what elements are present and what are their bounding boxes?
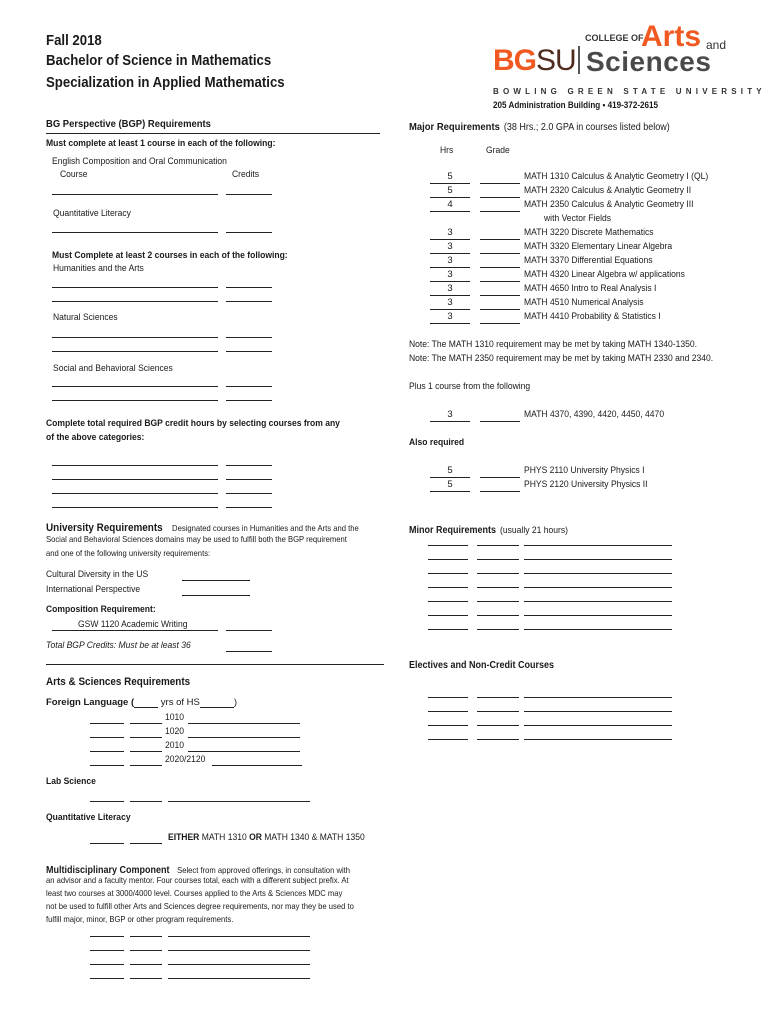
natural-course-2[interactable]	[52, 351, 218, 352]
fl-2020-b[interactable]	[130, 765, 162, 766]
social-credits-1[interactable]	[226, 386, 272, 387]
arts-sciences-heading: Arts & Sciences Requirements	[46, 676, 191, 688]
major-course-name: MATH 2350 Calculus & Analytic Geometry III	[524, 199, 694, 210]
mdc-3-c[interactable]	[168, 964, 310, 965]
fl-level-1010: 1010	[165, 712, 185, 723]
minor-row-field[interactable]	[428, 573, 468, 574]
humanities-credits-1[interactable]	[226, 287, 272, 288]
major-course-hrs: 3	[430, 283, 470, 296]
quant-literacy-label: Quantitative Literacy	[53, 208, 131, 219]
complete-total-line2: of the above categories:	[46, 432, 145, 443]
composition-heading: Composition Requirement:	[46, 604, 156, 615]
logo-college-of: COLLEGE OF	[585, 33, 644, 43]
mdc-4-b[interactable]	[130, 978, 162, 979]
lab-field-b[interactable]	[130, 801, 162, 802]
extra-course-1[interactable]	[52, 465, 218, 466]
humanities-label: Humanities and the Arts	[53, 263, 144, 274]
social-course-2[interactable]	[52, 400, 218, 401]
major-course-hrs: 5	[430, 171, 470, 184]
mdc-2-a[interactable]	[90, 950, 124, 951]
address-phone: 205 Administration Building • 419-372-2615	[493, 100, 659, 110]
major-course-name: MATH 4510 Numerical Analysis	[524, 297, 644, 308]
gsw-course-line[interactable]	[52, 630, 218, 631]
must-two-text: Must Complete at least 2 courses in each of the following:	[52, 250, 288, 261]
elective-row-field[interactable]	[428, 711, 468, 712]
elective-row-field[interactable]	[524, 711, 672, 712]
elective-row-field[interactable]	[428, 739, 468, 740]
major-course-grade-field[interactable]	[480, 239, 520, 240]
ql-math1340: MATH 1340 & MATH 1350	[264, 832, 365, 843]
mdc-4-c[interactable]	[168, 978, 310, 979]
international-label: International Perspective	[46, 584, 141, 595]
gsw-credits-field[interactable]	[226, 630, 272, 631]
natural-course-1[interactable]	[52, 337, 218, 338]
elective-row-field[interactable]	[477, 697, 519, 698]
fl-2010-c[interactable]	[188, 751, 300, 752]
major-course-grade-field[interactable]	[480, 211, 520, 212]
major-course-name: MATH 3220 Discrete Mathematics	[524, 227, 654, 238]
social-course-1[interactable]	[52, 386, 218, 387]
total-bgp-credits-field[interactable]	[226, 651, 272, 652]
total-bgp-credits: Total BGP Credits: Must be at least 36	[46, 640, 191, 651]
elective-row-field[interactable]	[524, 697, 672, 698]
note-math1310: Note: The MATH 1310 requirement may be met by taking MATH 1340-1350.	[409, 339, 697, 350]
elective-row-field[interactable]	[477, 711, 519, 712]
minor-row-field[interactable]	[428, 587, 468, 588]
natural-credits-1[interactable]	[226, 337, 272, 338]
elective-row-field[interactable]	[428, 697, 468, 698]
phys1-course: PHYS 2110 University Physics I	[524, 465, 645, 476]
major-course-name: MATH 4320 Linear Algebra w/ applications	[524, 269, 685, 280]
ql-either: EITHER	[168, 832, 200, 843]
minor-row-field[interactable]	[524, 615, 672, 616]
english-course-field[interactable]	[52, 194, 218, 195]
course-col-header: Course	[60, 169, 88, 180]
extra-credits-3[interactable]	[226, 493, 272, 494]
mdc-4-a[interactable]	[90, 978, 124, 979]
mdc-desc4: not be used to fulfill other Arts and Sciences degree requirements, nor may they be used to	[46, 901, 354, 911]
major-course-name: with Vector Fields	[544, 213, 612, 224]
university-req-desc2: Social and Behavioral Sciences domains may be used to fulfill both the BGP requirement	[46, 534, 347, 544]
fl-1020-c[interactable]	[188, 737, 300, 738]
foreign-language-label: Foreign Language (	[46, 697, 135, 708]
plus-grade-field[interactable]	[480, 421, 520, 422]
major-course-name: MATH 3320 Elementary Linear Algebra	[524, 241, 673, 252]
ql-field-a[interactable]	[90, 843, 124, 844]
also-required-heading: Also required	[409, 437, 465, 448]
humanities-course-1[interactable]	[52, 287, 218, 288]
minor-row-field[interactable]	[428, 559, 468, 560]
fl-1020-b[interactable]	[130, 737, 162, 738]
extra-course-2[interactable]	[52, 479, 218, 480]
credits-col-header: Credits	[232, 169, 260, 180]
minor-row-field[interactable]	[477, 615, 519, 616]
logo-sciences: Sciences	[586, 46, 712, 77]
logo-bg-text: BG	[493, 44, 536, 77]
elective-row-field[interactable]	[524, 739, 672, 740]
major-course-hrs: 4	[430, 199, 470, 212]
international-field[interactable]	[182, 595, 250, 596]
extra-credits-4[interactable]	[226, 507, 272, 508]
fl-level-2020: 2020/2120	[165, 754, 206, 765]
major-course-grade-field[interactable]	[480, 183, 520, 184]
elective-row-field[interactable]	[428, 725, 468, 726]
minor-row-field[interactable]	[524, 587, 672, 588]
major-course-hrs: 3	[430, 297, 470, 310]
logo-su-text: SU	[536, 44, 576, 77]
fl-level-1020: 1020	[165, 726, 185, 737]
mdc-1-c[interactable]	[168, 936, 310, 937]
plus-one-course: Plus 1 course from the following	[409, 381, 531, 392]
major-course-grade-field[interactable]	[480, 295, 520, 296]
gsw-course: GSW 1120 Academic Writing	[78, 619, 188, 630]
minor-row-field[interactable]	[477, 587, 519, 588]
natural-credits-2[interactable]	[226, 351, 272, 352]
bgp-heading-rule	[46, 133, 380, 134]
fl-level-2010: 2010	[165, 740, 185, 751]
minor-row-field[interactable]	[428, 629, 468, 630]
mdc-3-b[interactable]	[130, 964, 162, 965]
minor-row-field[interactable]	[524, 573, 672, 574]
minor-heading: Minor Requirements	[409, 525, 497, 536]
section-divider	[46, 664, 384, 665]
minor-row-field[interactable]	[428, 545, 468, 546]
mdc-1-a[interactable]	[90, 936, 124, 937]
minor-row-field[interactable]	[477, 573, 519, 574]
quant-literacy-heading: Quantitative Literacy	[46, 812, 131, 823]
university-req-heading: University Requirements	[46, 522, 163, 534]
logo-and: and	[706, 38, 727, 52]
fl-1010-b[interactable]	[130, 723, 162, 724]
hrs-col-header: Hrs	[440, 145, 454, 156]
minor-row-field[interactable]	[477, 559, 519, 560]
mdc-desc2: an advisor and a faculty mentor. Four courses total, each with a different subject prefix. At	[46, 875, 349, 885]
minor-row-field[interactable]	[524, 559, 672, 560]
must-one-text: Must complete at least 1 course in each of the following:	[46, 138, 276, 149]
lab-science-heading: Lab Science	[46, 776, 96, 787]
phys2-course: PHYS 2120 University Physics II	[524, 479, 648, 490]
minor-row-field[interactable]	[477, 601, 519, 602]
minor-row-field[interactable]	[524, 601, 672, 602]
ql-field-b[interactable]	[130, 843, 162, 844]
extra-credits-1[interactable]	[226, 465, 272, 466]
phys1-hrs: 5	[430, 465, 470, 478]
major-course-hrs: 3	[430, 241, 470, 254]
cultural-diversity-label: Cultural Diversity in the US	[46, 569, 149, 580]
mdc-2-b[interactable]	[130, 950, 162, 951]
social-credits-2[interactable]	[226, 400, 272, 401]
lab-field-c[interactable]	[168, 801, 310, 802]
cultural-diversity-field[interactable]	[182, 580, 250, 581]
bgsu-logo	[493, 44, 576, 78]
natural-sciences-label: Natural Sciences	[53, 312, 118, 323]
foreign-yrs-text: yrs of HS	[160, 697, 200, 708]
mdc-heading: Multidisciplinary Component	[46, 865, 170, 876]
ql-math1310: MATH 1310	[201, 832, 247, 843]
major-course-hrs: 3	[430, 255, 470, 268]
minor-row-field[interactable]	[428, 615, 468, 616]
foreign-language-row	[46, 697, 237, 708]
mdc-1-b[interactable]	[130, 936, 162, 937]
major-course-name: MATH 4650 Intro to Real Analysis I	[524, 283, 657, 294]
bgp-heading: BG Perspective (BGP) Requirements	[46, 118, 211, 130]
minor-row-field[interactable]	[524, 545, 672, 546]
note-math2350: Note: The MATH 2350 requirement may be met by taking MATH 2330 and 2340.	[409, 353, 714, 364]
humanities-credits-2[interactable]	[226, 301, 272, 302]
phys2-hrs: 5	[430, 479, 470, 492]
grade-col-header: Grade	[486, 145, 510, 156]
minor-row-field[interactable]	[477, 629, 519, 630]
fl-1010-a[interactable]	[90, 723, 124, 724]
minor-row-field[interactable]	[477, 545, 519, 546]
mdc-desc5: fulfill major, minor, BGP or other program requirements.	[46, 914, 234, 924]
extra-credits-2[interactable]	[226, 479, 272, 480]
minor-row-field[interactable]	[428, 601, 468, 602]
major-course-grade-field[interactable]	[480, 281, 520, 282]
minor-row-field[interactable]	[524, 629, 672, 630]
humanities-course-2[interactable]	[52, 301, 218, 302]
mdc-desc1: Select from approved offerings, in consultation with	[177, 865, 351, 875]
mdc-3-a[interactable]	[90, 964, 124, 965]
doc-title-term: Fall 2018	[46, 32, 102, 49]
mdc-desc3: least two courses at 3000/4000 level. Courses applied to the Arts & Sciences MDC may	[46, 888, 343, 898]
major-heading-note: (38 Hrs.; 2.0 GPA in courses listed below)	[503, 122, 670, 133]
major-course-grade-field[interactable]	[480, 323, 520, 324]
foreign-close-paren: )	[233, 697, 238, 708]
phys1-grade-field[interactable]	[480, 477, 520, 478]
foreign-hs-field[interactable]	[200, 697, 234, 708]
major-course-grade-field[interactable]	[480, 197, 520, 198]
lab-field-a[interactable]	[90, 801, 124, 802]
social-sciences-label: Social and Behavioral Sciences	[53, 363, 173, 374]
elective-row-field[interactable]	[477, 739, 519, 740]
fl-2010-a[interactable]	[90, 751, 124, 752]
mdc-2-c[interactable]	[168, 950, 310, 951]
plus-hrs: 3	[430, 409, 470, 422]
elective-row-field[interactable]	[477, 725, 519, 726]
quant-credits-field[interactable]	[226, 232, 272, 233]
fl-2020-a[interactable]	[90, 765, 124, 766]
major-course-hrs: 5	[430, 185, 470, 198]
university-name: BOWLING GREEN STATE UNIVERSITY	[493, 87, 766, 96]
major-course-name: MATH 4410 Probability & Statistics I	[524, 311, 661, 322]
plus-course-options: MATH 4370, 4390, 4420, 4450, 4470	[524, 409, 665, 420]
english-comp-label: English Composition and Oral Communication	[52, 156, 227, 167]
foreign-years-field[interactable]	[134, 697, 158, 708]
university-req-desc1: Designated courses in Humanities and the Arts and the	[172, 523, 359, 533]
ql-or: OR	[249, 832, 262, 843]
elective-row-field[interactable]	[524, 725, 672, 726]
major-course-grade-field[interactable]	[480, 267, 520, 268]
extra-course-4[interactable]	[52, 507, 218, 508]
doc-title-degree: Bachelor of Science in Mathematics	[46, 52, 272, 69]
quant-course-field[interactable]	[52, 232, 218, 233]
fl-1010-c[interactable]	[188, 723, 300, 724]
major-course-grade-field[interactable]	[480, 253, 520, 254]
logo-arts: Arts	[641, 20, 702, 53]
major-course-name: MATH 1310 Calculus & Analytic Geometry I (QL)	[524, 171, 709, 182]
minor-note: (usually 21 hours)	[500, 525, 568, 536]
fl-2020-c[interactable]	[212, 765, 302, 766]
major-heading: Major Requirements	[409, 121, 500, 133]
major-course-name: MATH 2320 Calculus & Analytic Geometry II	[524, 185, 692, 196]
complete-total-line1: Complete total required BGP credit hours by selecting courses from any	[46, 418, 340, 429]
fl-1020-a[interactable]	[90, 737, 124, 738]
english-credits-field[interactable]	[226, 194, 272, 195]
major-heading-row	[409, 117, 670, 135]
ql-options	[168, 832, 365, 843]
major-course-grade-field[interactable]	[480, 309, 520, 310]
phys2-grade-field[interactable]	[480, 491, 520, 492]
extra-course-3[interactable]	[52, 493, 218, 494]
electives-heading: Electives and Non-Credit Courses	[409, 660, 555, 671]
major-course-hrs: 3	[430, 269, 470, 282]
major-course-hrs: 3	[430, 227, 470, 240]
major-course-hrs: 3	[430, 311, 470, 324]
major-course-name: MATH 3370 Differential Equations	[524, 255, 653, 266]
doc-title-specialization: Specialization in Applied Mathematics	[46, 74, 285, 91]
logo-divider	[578, 46, 580, 74]
fl-2010-b[interactable]	[130, 751, 162, 752]
minor-heading-row	[409, 520, 568, 538]
university-req-desc3: and one of the following university requirements:	[46, 548, 211, 558]
